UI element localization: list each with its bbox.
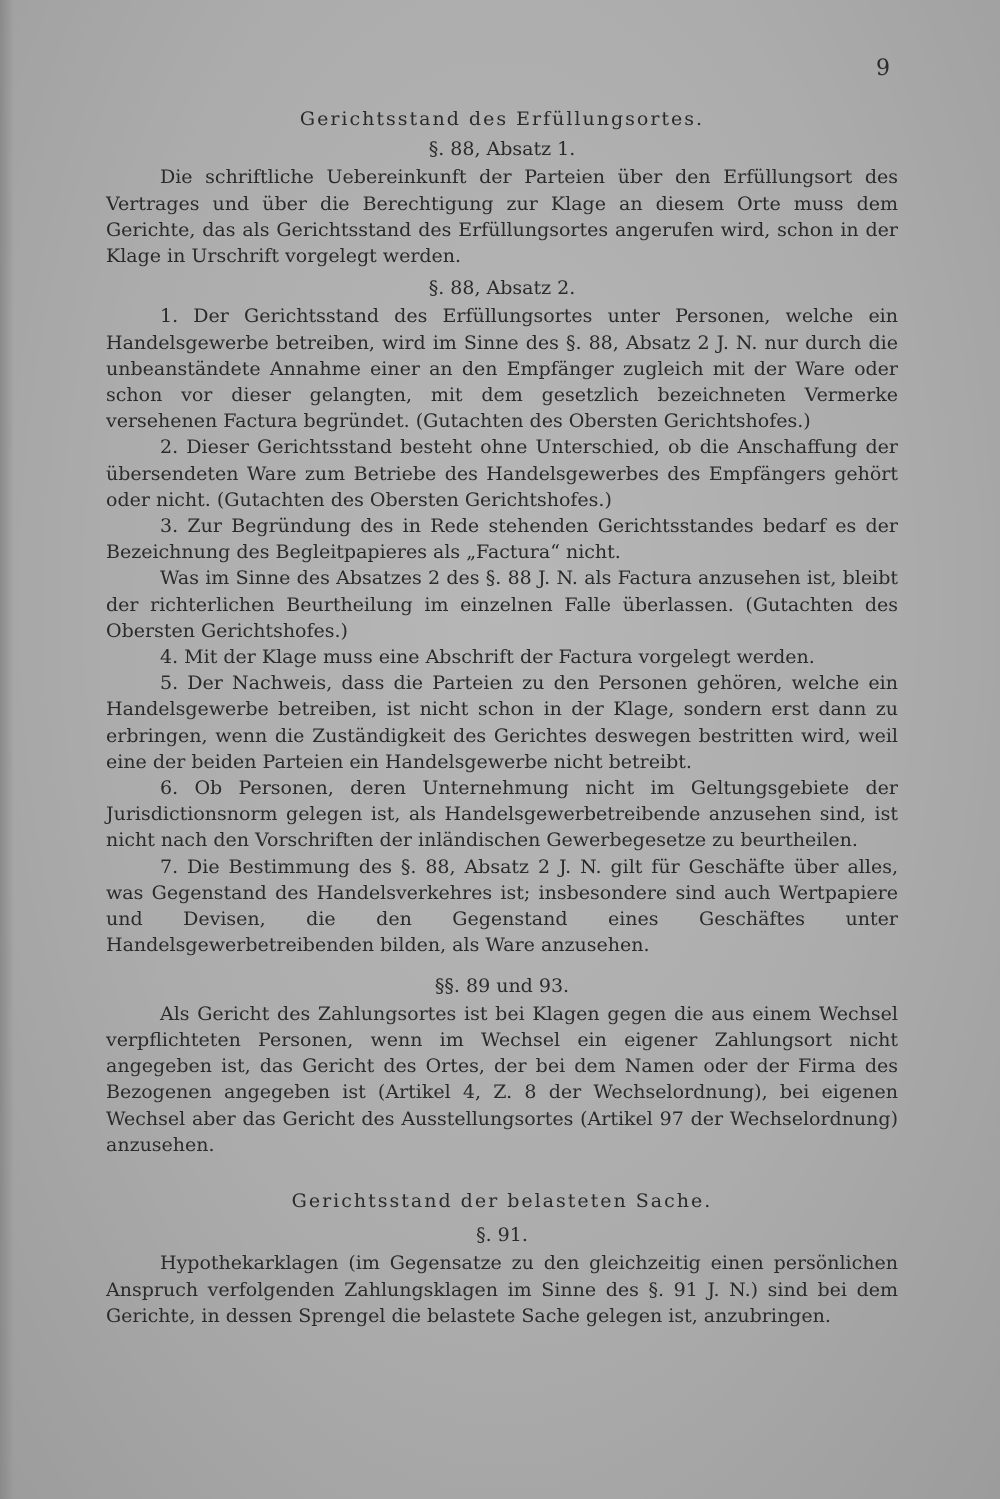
section-heading-erfuellungsort: Gerichtsstand des Erfüllungsortes. <box>299 108 705 130</box>
subsection-label: §. 88, Absatz 1. <box>428 138 576 161</box>
paragraph: 5. Der Nachweis, dass die Parteien zu den Personen gehören, welche ein Handelsgewerbe betreiben, ist nicht schon in der Klage, sondern erst dann zu erbringen, wenn die Zuständigkeit des Gerichtes deswegen bestritten wird, weil eine der beiden Parteien ein Handelsgewerbe nicht betreibt. <box>106 672 898 773</box>
paragraph: Was im Sinne des Absatzes 2 des §. 88 J. N. als Factura anzusehen ist, bleibt der richterlichen Beurtheilung im einzelnen Falle überlassen. (Gutachten des Obersten Gerichtshofes.) <box>106 567 898 642</box>
subsection-label: §. 91. <box>476 1224 528 1247</box>
paragraph: 2. Dieser Gerichtsstand besteht ohne Unterschied, ob die Anschaffung der übersendeten Ware zum Betriebe des Handelsgewerbes des Empfängers gehört oder nicht. (Gutachten des Obersten Gerichtshofes.) <box>106 436 898 511</box>
paragraph: Die schriftliche Uebereinkunft der Parteien über den Erfüllungsort des Vertrages und über die Berechtigung zur Klage an diesem Orte muss dem Gerichte, das als Gerichtsstand des Erfüllungsortes angerufen wird, schon in der Klage in Urschrift vorgelegt werden. <box>106 166 898 268</box>
page-edge-shadow <box>0 0 14 1499</box>
paragraph: 4. Mit der Klage muss eine Abschrift der Factura vorgelegt werden. <box>160 646 815 669</box>
page-body <box>106 100 898 1329</box>
paragraph: Hypothekarklagen (im Gegensatze zu den gleichzeitig einen persönlichen Anspruch verfolgenden Zahlungsklagen im Sinne des §. 91 J. N.) sind bei dem Gerichte, in dessen Sprengel die belastete Sache gelegen ist, anzubringen. <box>106 1252 898 1327</box>
section-heading-belastete-sache: Gerichtsstand der belasteten Sache. <box>291 1189 713 1212</box>
paragraph: 6. Ob Personen, deren Unternehmung nicht im Geltungsgebiete der Jurisdictionsnorm gelegen ist, als Handelsgewerbetreibende anzusehen sind, ist nicht nach den Vorschriften der inländischen Gewerbegesetze zu beurtheilen. <box>106 777 898 852</box>
paragraph: 1. Der Gerichtsstand des Erfüllungsortes unter Personen, welche ein Handelsgewerbe betreiben, wird im Sinne des §. 88, Absatz 2 J. N. nur durch die unbeanständete Annahme einer an den Empfänger zugleich mit der Ware oder schon vor dieser gelangten, mit dem gesetzlich bezeichneten Vermerke versehenen Factura begründet. (Gutachten des Obersten Gerichtshofes.) <box>106 305 898 433</box>
subsection-label: §§. 89 und 93. <box>434 974 570 997</box>
page-number: 9 <box>876 56 890 81</box>
paragraph: 7. Die Bestimmung des §. 88, Absatz 2 J. N. gilt für Geschäfte über alles, was Gegenstand des Handelsverkehres ist; insbesondere sind auch Wertpapiere und Devisen, die den Gegenstand eines Geschäftes unter Handelsgewerbetreibenden bilden, als Ware anzusehen. <box>106 855 898 957</box>
paragraph: 3. Zur Begründung des in Rede stehenden Gerichtsstandes bedarf es der Bezeichnung des Begleitpapieres als „Factura“ nicht. <box>106 515 898 564</box>
paragraph: Als Gericht des Zahlungsortes ist bei Klagen gegen die aus einem Wechsel verpflichteten Personen, wenn im Wechsel ein eigener Zahlungsort nicht angegeben ist, das Gericht des Ortes, der bei dem Namen oder der Firma des Bezogenen angegeben ist (Artikel 4, Z. 8 der Wechselordnung), bei eigenen Wechsel aber das Gericht des Ausstellungsortes (Artikel 97 der Wechselordnung) anzusehen. <box>106 1002 898 1156</box>
subsection-label: §. 88, Absatz 2. <box>428 277 576 300</box>
section-gap <box>106 1158 898 1188</box>
